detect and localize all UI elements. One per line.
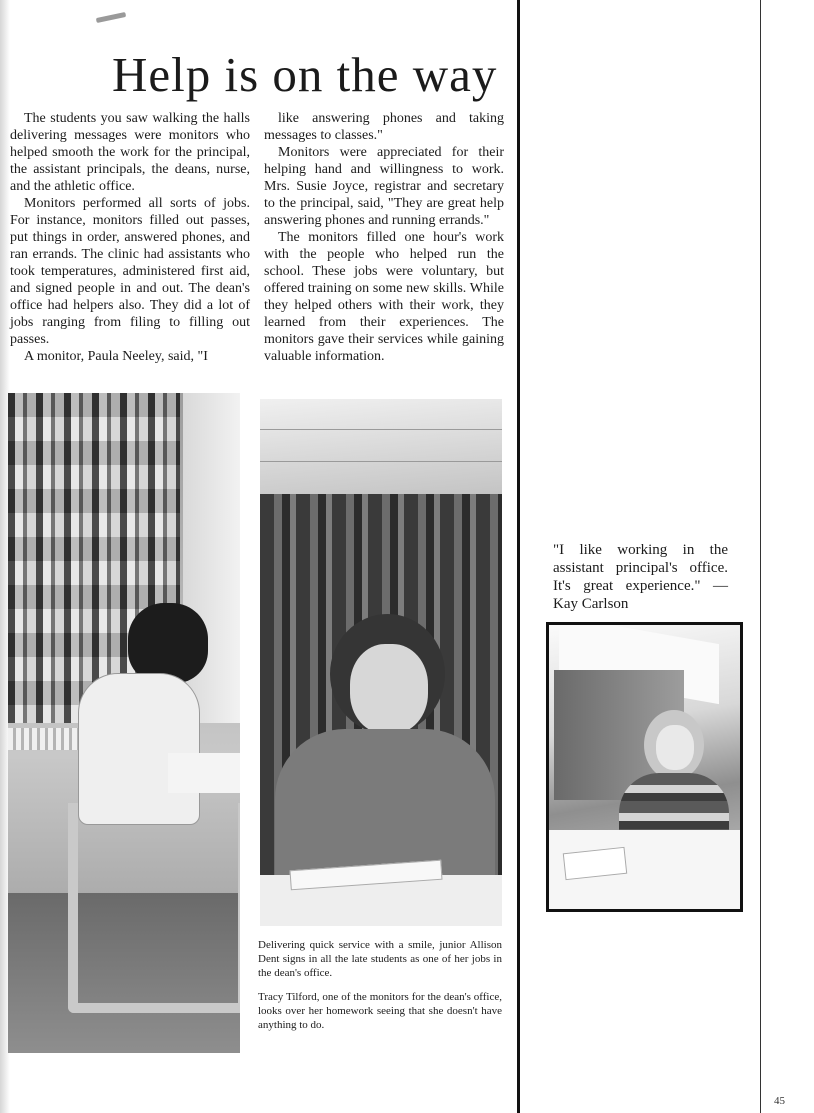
article-paragraph: The students you saw walking the halls delivering messages were monitors who helped smooth the work for the principal, the assistant principals, the deans, nurse, and the athletic office.: [10, 111, 250, 194]
article-paragraph: Monitors performed all sorts of jobs. For instance, monitors filled out passes, put things in order, answered phones, and ran errands. The clinic had assistants who took temperatures, administered first aid, and signed people in and out. The dean's office had helpers also. They did a lot of jobs ranging from filing to filling out passes.: [10, 196, 250, 347]
desk: [168, 753, 240, 793]
ceiling-tiles: [260, 399, 502, 494]
photo-monitor-at-desk: [8, 393, 240, 1053]
person-head: [128, 603, 208, 683]
photo-smiling-student: [260, 399, 502, 926]
article-paragraph: Monitors were appreciated for their helping hand and willingness to work. Mrs. Susie Joyce, registrar and secretary to the principal, said, "They are great help answering phones and running errands.": [264, 145, 504, 228]
page-edge-rule: [760, 0, 761, 1113]
column-divider-rule: [517, 0, 520, 1113]
pull-quote: "I like working in the assistant principal's office. It's great experience." — Kay Carlson: [553, 542, 728, 612]
article-paragraph: like answering phones and taking messages to classes.": [264, 111, 504, 143]
article-column-middle: [264, 110, 504, 365]
photo-captions: [258, 938, 502, 1042]
chair: [68, 803, 240, 1013]
person-face: [656, 725, 694, 770]
photo-student-at-office-desk: [546, 622, 743, 912]
page-number: 45: [774, 1095, 785, 1107]
caption: Delivering quick service with a smile, junior Allison Dent signs in all the late students as one of her jobs in the dean's office.: [258, 939, 502, 979]
article-paragraph: A monitor, Paula Neeley, said, "I: [24, 349, 208, 364]
pencil-mark: [96, 12, 126, 23]
article-column-left: [10, 110, 250, 365]
caption: Tracy Tilford, one of the monitors for the dean's office, looks over her homework seeing that she doesn't have anything to do.: [258, 991, 502, 1031]
article-paragraph: The monitors filled one hour's work with the people who helped run the school. These jobs were voluntary, but offered training on some new skills. While they helped others with their work, they learned from their experiences. The monitors gave their services while gaining valuable information.: [264, 230, 504, 364]
person-face: [350, 644, 428, 734]
headline: Help is on the way: [112, 47, 498, 102]
